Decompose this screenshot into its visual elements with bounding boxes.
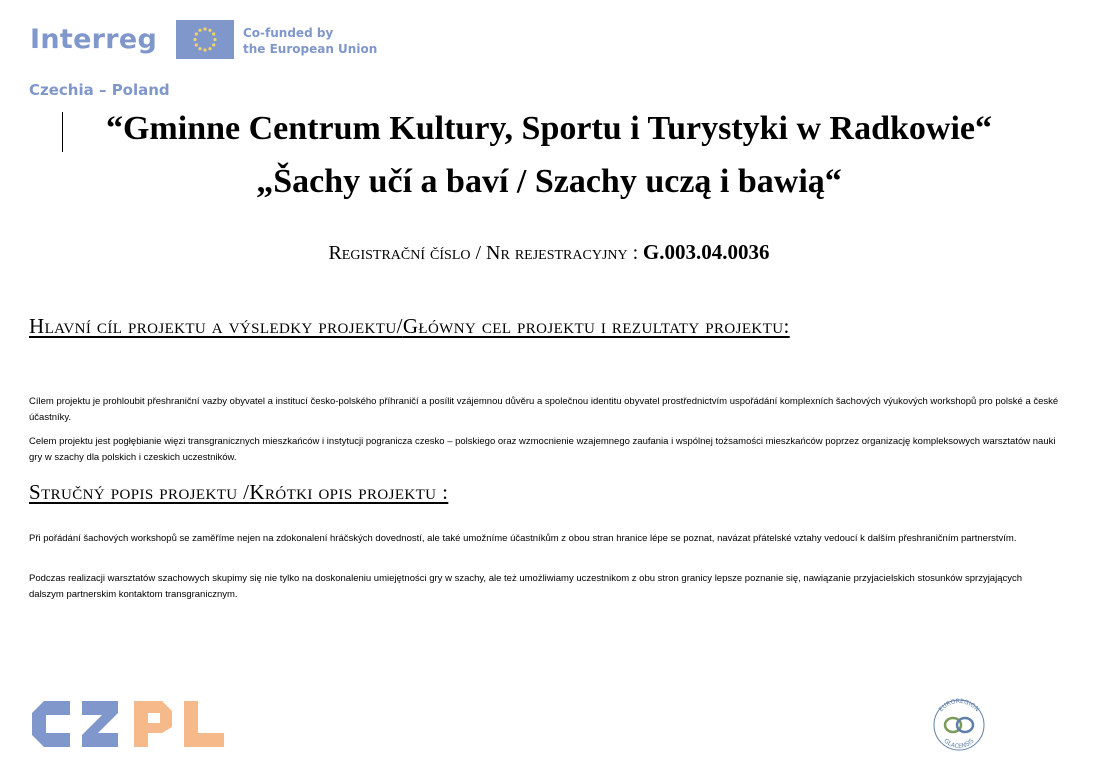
registration-line: [0, 240, 1098, 265]
section2-text-cz: Při pořádání šachových workshopů se zaměříme nejen na zdokonalení hráčských dovedností, ale také umožníme účastníkům z obou stran hranice lépe se poznat, navázat přátelské vztahy vedoucí k dalším přeshraničním partnerstvím.: [29, 533, 1017, 544]
section2-heading-pl: Krótki opis projektu :: [249, 480, 449, 504]
registration-label: Registrační číslo / Nr rejestracyjny :: [328, 242, 639, 264]
section1-heading-cz: Hlavní cíl projektu a výsledky projektu/: [29, 314, 403, 338]
cofunded-line2: the European Union: [243, 42, 378, 56]
eu-flag-icon: [176, 20, 234, 59]
cofunded-line1: Co-funded by: [243, 26, 334, 40]
svg-text:EUROREGION: [938, 698, 981, 713]
cofunded-text: [243, 25, 377, 57]
euroregion-glacensis-logo-icon: [929, 698, 989, 752]
section2-heading: [29, 477, 1029, 507]
euroregion-top-text: EUROREGION: [937, 698, 981, 714]
section2-text-pl: Podczas realizacji warsztatów szachowych skupimy się nie tylko na doskonaleniu umiejętności gry w szachy, ale też umożliwiamy uczestnikom z obu stron granicy lepsze poznanie się, nawiązanie przyjacielskich stosunków sprzyjających dalszym partnerskim kontaktom transgranicznym.: [29, 573, 1023, 600]
cz-pl-logo-icon: [32, 701, 224, 747]
section1-heading: [29, 311, 1029, 341]
document-title: “Gminne Centrum Kultury, Sportu i Turystyki w Radkowie“: [105, 110, 993, 147]
section2-heading-cz: Stručný popis projektu /: [29, 480, 250, 504]
interreg-logo-text: Interreg: [30, 24, 158, 55]
section1-text-pl: Celem projektu jest pogłębianie więzi transgranicznych mieszkańców i instytucji pogranicza czesko – polskiego oraz wzmocnienie wzajemnego zaufania i wspólnej tożsamości mieszkańców poprzez organizację kompleksowych warsztatów nauki gry w szachy dla polskich i czeskich uczestników.: [29, 436, 1056, 463]
svg-text:GLACENSIS: [942, 737, 975, 750]
programme-region: Czechia – Poland: [29, 81, 170, 99]
section1-text-cz: Cílem projektu je prohloubit přeshraniční vazby obyvatel a institucí česko-polského příhraničí a posílit vzájemnou důvěru a společnou identitu obyvatel prostřednictvím uspořádání komplexních šachových výukových workshopů pro polské a české účastníky.: [29, 396, 1059, 423]
document-subtitle: „Šachy učí a baví / Szachy uczą i bawią“: [256, 163, 842, 200]
registration-number: G.003.04.0036: [642, 240, 770, 264]
euroregion-bottom-text: GLACENSIS: [942, 737, 976, 751]
section1-heading-pl: Główny cel projektu i rezultaty projektu:: [402, 314, 790, 338]
